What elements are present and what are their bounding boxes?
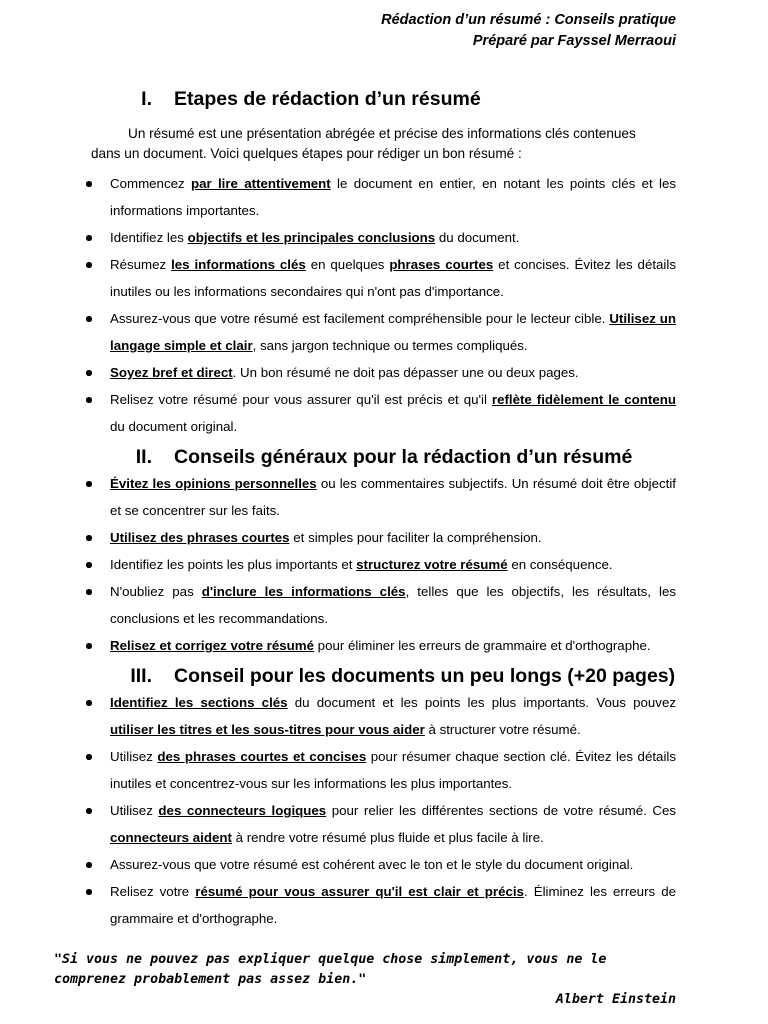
item-text: Utilisez xyxy=(110,749,158,764)
list-item xyxy=(0,878,676,932)
section-3-list xyxy=(0,689,768,932)
intro-line-1: Un résumé est une présentation abrégée et précise des informations clés contenues xyxy=(128,126,636,141)
emphasized-text: des connecteurs logiques xyxy=(158,803,327,818)
item-text: ou les commentaires subjectifs. Un résumé doit être objectif et se concentrer sur les faits. xyxy=(110,476,677,518)
header-title: Rédaction d’un résumé : Conseils pratique xyxy=(381,12,676,28)
list-item xyxy=(0,524,676,551)
item-text: . Éliminez les erreurs de grammaire et d'orthographe. xyxy=(110,884,676,926)
bullet-icon xyxy=(86,643,92,649)
section-1-list xyxy=(0,170,768,440)
bullet-icon xyxy=(86,262,92,268)
section-2-title: Conseils généraux pour la rédaction d’un résumé xyxy=(174,446,633,468)
list-item xyxy=(0,470,676,524)
list-item xyxy=(0,578,676,632)
list-item xyxy=(0,851,676,878)
emphasized-text: Soyez bref et direct xyxy=(110,365,233,380)
emphasized-text: les informations clés xyxy=(171,257,306,272)
section-1-intro xyxy=(91,124,676,164)
emphasized-text: connecteurs aident xyxy=(110,830,232,845)
emphasized-text: Identifiez les sections clés xyxy=(110,695,288,710)
section-1-title: Etapes de rédaction d’un résumé xyxy=(174,88,481,110)
list-item xyxy=(0,689,676,743)
bullet-icon xyxy=(86,589,92,595)
einstein-quote: "Si vous ne pouvez pas expliquer quelque chose simplement, vous ne le comprenez probablement pas assez bien." xyxy=(54,952,607,987)
item-text: Commencez xyxy=(110,176,191,191)
list-item xyxy=(0,305,676,359)
emphasized-text: résumé pour vous assurer qu'il est clair et précis xyxy=(195,884,524,899)
item-text: Identifiez les xyxy=(110,230,188,245)
item-text: . Un bon résumé ne doit pas dépasser une ou deux pages. xyxy=(232,365,579,380)
item-text: Utilisez xyxy=(110,803,159,818)
bullet-icon xyxy=(86,181,92,187)
emphasized-text: phrases courtes xyxy=(389,257,494,272)
list-item xyxy=(0,224,676,251)
item-text: pour éliminer les erreurs de grammaire et d'orthographe. xyxy=(313,638,651,653)
emphasized-text: Utilisez un langage simple et clair xyxy=(110,311,676,353)
emphasized-text: Relisez et corrigez votre résumé xyxy=(110,638,314,653)
bullet-icon xyxy=(86,889,92,895)
emphasized-text: Évitez les opinions personnelles xyxy=(110,476,317,491)
item-text: à rendre votre résumé plus fluide et plus facile à lire. xyxy=(231,830,544,845)
bullet-icon xyxy=(86,370,92,376)
item-text: N'oubliez pas xyxy=(110,584,202,599)
emphasized-text: utiliser les titres et les sous-titres pour vous aider xyxy=(110,722,425,737)
item-text: Assurez-vous que votre résumé est facilement compréhensible pour le lecteur cible. xyxy=(110,311,610,326)
item-text: pour relier les différentes sections de votre résumé. Ces xyxy=(326,803,677,818)
emphasized-text: des phrases courtes et concises xyxy=(157,749,367,764)
section-2-number: II. xyxy=(135,446,152,468)
emphasized-text: Utilisez des phrases courtes xyxy=(110,530,290,545)
bullet-icon xyxy=(86,397,92,403)
list-item xyxy=(0,797,676,851)
item-text: du document. xyxy=(435,230,520,245)
emphasized-text: reflète fidèlement le contenu xyxy=(491,392,676,407)
bullet-icon xyxy=(86,700,92,706)
intro-line-2: dans un document. Voici quelques étapes pour rédiger un bon résumé : xyxy=(91,146,522,161)
item-text: et simples pour faciliter la compréhension. xyxy=(289,530,542,545)
section-3-title: Conseil pour les documents un peu longs (+20 pages) xyxy=(174,665,676,687)
bullet-icon xyxy=(86,535,92,541)
item-text: le document en entier, en notant les points clés et les informations importantes. xyxy=(110,176,676,218)
list-item xyxy=(0,551,676,578)
bullet-icon xyxy=(86,481,92,487)
item-text: Résumez xyxy=(110,257,172,272)
section-2-list xyxy=(0,470,768,659)
document-header xyxy=(381,10,676,52)
item-text: en quelques xyxy=(305,257,390,272)
section-3-number: III. xyxy=(130,665,152,687)
item-text: du document original. xyxy=(110,419,238,434)
item-text: et concises. Évitez les détails inutiles ou les informations secondaires qui n'ont pas d'importance. xyxy=(110,257,676,299)
list-item xyxy=(0,386,676,440)
list-item xyxy=(0,251,676,305)
item-text: , telles que les objectifs, les résultats, les conclusions et les recommandations. xyxy=(110,584,676,626)
list-item xyxy=(0,743,676,797)
bullet-icon xyxy=(86,754,92,760)
item-text: Identifiez les points les plus importants et xyxy=(110,557,357,572)
item-text: en conséquence. xyxy=(507,557,613,572)
bullet-icon xyxy=(86,562,92,568)
bullet-icon xyxy=(86,862,92,868)
emphasized-text: structurez votre résumé xyxy=(356,557,508,572)
item-text: Relisez votre xyxy=(110,884,196,899)
bullet-icon xyxy=(86,316,92,322)
emphasized-text: par lire attentivement xyxy=(190,176,331,191)
list-item xyxy=(0,359,676,386)
item-text: Assurez-vous que votre résumé est cohérent avec le ton et le style du document original. xyxy=(110,857,634,872)
item-text: à structurer votre résumé. xyxy=(424,722,581,737)
item-text: Relisez votre résumé pour vous assurer qu'il est précis et qu'il xyxy=(110,392,492,407)
item-text: , sans jargon technique ou termes compliqués. xyxy=(252,338,528,353)
quote-author: Albert Einstein xyxy=(555,992,676,1007)
bullet-icon xyxy=(86,808,92,814)
bullet-icon xyxy=(86,235,92,241)
header-author: Préparé par Fayssel Merraoui xyxy=(472,33,676,49)
list-item xyxy=(0,170,676,224)
emphasized-text: objectifs et les principales conclusions xyxy=(187,230,436,245)
item-text: pour résumer chaque section clé. Évitez les détails inutiles et concentrez-vous sur les informations les plus importantes. xyxy=(110,749,676,791)
section-1-number: I. xyxy=(141,88,152,110)
emphasized-text: d'inclure les informations clés xyxy=(201,584,406,599)
item-text: du document et les points les plus importants. Vous pouvez xyxy=(287,695,676,710)
list-item xyxy=(0,632,676,659)
